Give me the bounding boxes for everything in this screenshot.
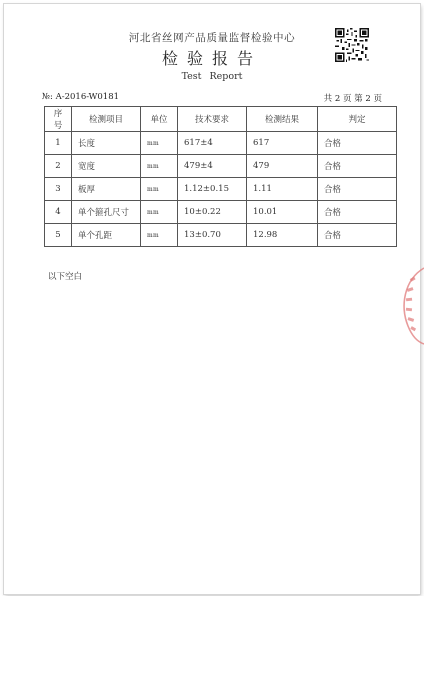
col-header-requirement: 技术要求 bbox=[178, 107, 247, 132]
row-item: 长度 bbox=[72, 132, 141, 155]
qr-code-icon bbox=[335, 28, 369, 62]
col-header-result: 检测结果 bbox=[247, 107, 318, 132]
row-requirement: 479±4 bbox=[178, 155, 247, 178]
page-info: 共 2 页 第 2 页 bbox=[323, 94, 382, 104]
row-result: 1.11 bbox=[247, 178, 318, 201]
row-item: 板厚 bbox=[72, 178, 141, 201]
row-seq: 1 bbox=[45, 132, 72, 155]
row-unit: mm bbox=[141, 224, 178, 247]
col-header-seq: 序号 bbox=[45, 107, 72, 132]
row-seq: 4 bbox=[45, 201, 72, 224]
official-seal bbox=[396, 266, 424, 346]
row-requirement: 1.12±0.15 bbox=[178, 178, 247, 201]
table-header-row bbox=[45, 107, 397, 132]
row-result: 479 bbox=[247, 155, 318, 178]
row-requirement: 13±0.70 bbox=[178, 224, 247, 247]
report-meta bbox=[42, 92, 382, 104]
row-result: 10.01 bbox=[247, 201, 318, 224]
report-title-en: Test Report bbox=[181, 71, 243, 82]
row-unit: mm bbox=[141, 178, 178, 201]
row-result: 12.98 bbox=[247, 224, 318, 247]
row-verdict: 合格 bbox=[318, 132, 397, 155]
page-background bbox=[0, 596, 424, 700]
report-page bbox=[4, 4, 420, 594]
remark-blank-below: 以下空白 bbox=[48, 272, 83, 282]
table-row bbox=[45, 178, 397, 201]
row-verdict: 合格 bbox=[318, 224, 397, 247]
col-header-unit: 单位 bbox=[141, 107, 178, 132]
row-item: 宽度 bbox=[72, 155, 141, 178]
test-results-table bbox=[44, 106, 397, 247]
row-seq: 5 bbox=[45, 224, 72, 247]
row-unit: mm bbox=[141, 201, 178, 224]
row-item: 单个孔距 bbox=[72, 224, 141, 247]
table-row bbox=[45, 224, 397, 247]
table-row bbox=[45, 132, 397, 155]
row-unit: mm bbox=[141, 132, 178, 155]
table-row bbox=[45, 155, 397, 178]
row-seq: 2 bbox=[45, 155, 72, 178]
row-verdict: 合格 bbox=[318, 201, 397, 224]
report-title-cn: 检验报告 bbox=[161, 49, 262, 68]
report-number: №: A-2016-W0181 bbox=[42, 92, 120, 102]
row-seq: 3 bbox=[45, 178, 72, 201]
row-requirement: 10±0.22 bbox=[178, 201, 247, 224]
col-header-item: 检测项目 bbox=[72, 107, 141, 132]
row-verdict: 合格 bbox=[318, 155, 397, 178]
row-verdict: 合格 bbox=[318, 178, 397, 201]
row-item: 单个箍孔尺寸 bbox=[72, 201, 141, 224]
table-row bbox=[45, 201, 397, 224]
institute-name: 河北省丝网产品质量监督检验中心 bbox=[128, 32, 296, 44]
row-requirement: 617±4 bbox=[178, 132, 247, 155]
col-header-verdict: 判定 bbox=[318, 107, 397, 132]
row-result: 617 bbox=[247, 132, 318, 155]
row-unit: mm bbox=[141, 155, 178, 178]
